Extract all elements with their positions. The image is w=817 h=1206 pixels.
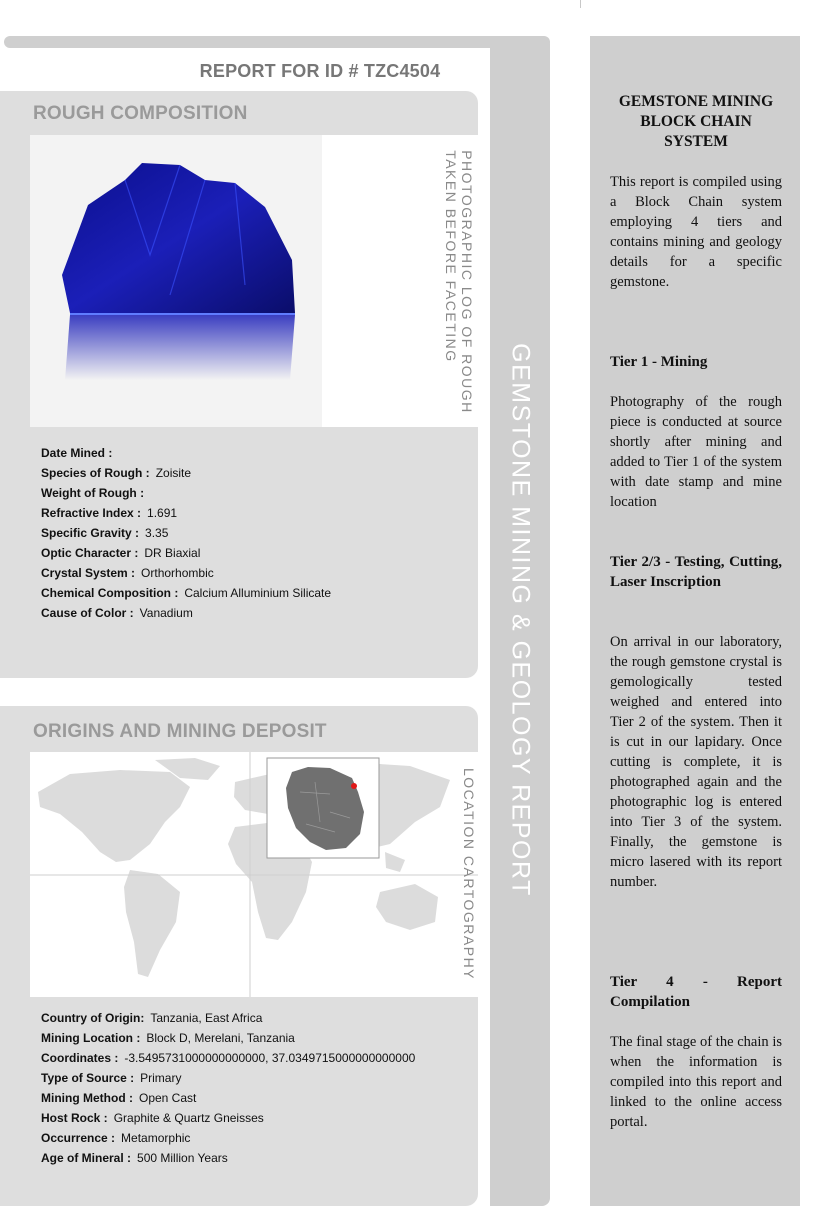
field-row-mining-location bbox=[41, 1028, 415, 1048]
origins-fields bbox=[41, 1008, 415, 1168]
tier1-heading: Tier 1 - Mining bbox=[610, 354, 708, 370]
field-label: Cause of Color : bbox=[41, 606, 134, 620]
field-value: DR Biaxial bbox=[144, 546, 201, 560]
field-row-refractive-index bbox=[41, 503, 331, 523]
field-label: Weight of Rough : bbox=[41, 486, 145, 500]
field-row-age-of-mineral bbox=[41, 1148, 415, 1168]
field-value: Primary bbox=[140, 1071, 182, 1085]
field-label: Mining Method : bbox=[41, 1091, 133, 1105]
field-row-weight bbox=[41, 483, 331, 503]
field-value: 500 Million Years bbox=[137, 1151, 228, 1165]
rough-photo-caption bbox=[443, 150, 475, 414]
field-value: Vanadium bbox=[139, 606, 193, 620]
rough-fields bbox=[41, 443, 331, 623]
rough-composition-title: ROUGH COMPOSITION bbox=[33, 103, 248, 124]
top-tick-mark bbox=[580, 0, 581, 8]
field-row-cause-of-color bbox=[41, 603, 331, 623]
vertical-report-title: GEMSTONE MINING & GEOLOGY REPORT bbox=[506, 343, 535, 897]
field-row-optic-character bbox=[41, 543, 331, 563]
field-value: Metamorphic bbox=[121, 1131, 191, 1145]
tier23-heading: Tier 2/3 - Testing, Cutting, Laser Inscription bbox=[610, 554, 782, 590]
field-row-host-rock bbox=[41, 1108, 415, 1128]
field-label: Country of Origin: bbox=[41, 1011, 145, 1025]
tier4-text: The final stage of the chain is when the information is compiled into this report and linked to the online access portal. bbox=[610, 1034, 782, 1130]
sidebar-intro: This report is compiled using a Block Chain system employing 4 tiers and contains mining and geology details for a specific gemstone. bbox=[610, 174, 782, 290]
tier1-text: Photography of the rough piece is conducted at source shortly after mining and added to Tier 1 of the system with date stamp and mine location bbox=[610, 394, 782, 510]
field-label: Coordinates : bbox=[41, 1051, 119, 1065]
field-value: Graphite & Quartz Gneisses bbox=[113, 1111, 264, 1125]
field-row-date-mined bbox=[41, 443, 331, 463]
rough-photo-frame bbox=[30, 135, 478, 427]
field-label: Refractive Index : bbox=[41, 506, 142, 520]
rough-photo-caption-line2: TAKEN BEFORE FACETING bbox=[443, 150, 459, 363]
field-row-mining-method bbox=[41, 1088, 415, 1108]
origins-title: ORIGINS AND MINING DEPOSIT bbox=[33, 721, 327, 742]
field-label: Host Rock : bbox=[41, 1111, 108, 1125]
field-row-specific-gravity bbox=[41, 523, 331, 543]
field-value: Tanzania, East Africa bbox=[150, 1011, 263, 1025]
field-label: Type of Source : bbox=[41, 1071, 135, 1085]
field-label: Optic Character : bbox=[41, 546, 139, 560]
field-value: 1.691 bbox=[147, 506, 178, 520]
tier4-heading: Tier 4 - Report Compilation bbox=[610, 974, 782, 1010]
field-label: Crystal System : bbox=[41, 566, 136, 580]
field-row-country bbox=[41, 1008, 415, 1028]
field-value: Orthorhombic bbox=[141, 566, 214, 580]
field-label: Species of Rough : bbox=[41, 466, 150, 480]
report-id: REPORT FOR ID # TZC4504 bbox=[199, 61, 441, 81]
field-label: Date Mined : bbox=[41, 446, 113, 460]
field-value: -3.5495731000000000000, 37.0349715000000000000 bbox=[124, 1051, 416, 1065]
field-label: Specific Gravity : bbox=[41, 526, 140, 540]
location-map-frame bbox=[30, 752, 478, 997]
field-row-coordinates bbox=[41, 1048, 415, 1068]
field-label: Age of Mineral : bbox=[41, 1151, 132, 1165]
field-label: Chemical Composition : bbox=[41, 586, 179, 600]
field-row-species bbox=[41, 463, 331, 483]
field-label: Occurrence : bbox=[41, 1131, 116, 1145]
field-row-chemical-composition bbox=[41, 583, 331, 603]
field-value: Calcium Alluminium Silicate bbox=[184, 586, 332, 600]
sidebar-title: GEMSTONE MINING BLOCK CHAIN SYSTEM bbox=[618, 93, 774, 150]
field-row-occurrence bbox=[41, 1128, 415, 1148]
rough-photo-caption-line1: PHOTOGRAPHIC LOG OF ROUGH bbox=[459, 150, 475, 414]
gem-rough-image bbox=[30, 135, 322, 427]
location-marker bbox=[351, 783, 357, 789]
tier23-text: On arrival in our laboratory, the rough gemstone crystal is gemologically tested weighed and entered into Tier 2 of the system. Then it is cut in our lapidary. Once cutting is complete, it is photographed again and the photographic log is entered into Tier 3 of the system. Finally, the gemstone is micro lasered with its report number. bbox=[610, 634, 782, 890]
rough-photo bbox=[30, 135, 322, 427]
field-value: Block D, Merelani, Tanzania bbox=[146, 1031, 295, 1045]
field-label: Mining Location : bbox=[41, 1031, 141, 1045]
field-value: 3.35 bbox=[145, 526, 169, 540]
field-row-crystal-system bbox=[41, 563, 331, 583]
map-caption: LOCATION CARTOGRAPHY bbox=[461, 767, 477, 981]
field-value: Open Cast bbox=[138, 1091, 197, 1105]
top-bar bbox=[4, 36, 550, 48]
field-row-type-of-source bbox=[41, 1068, 415, 1088]
world-map bbox=[30, 752, 478, 997]
field-value: Zoisite bbox=[155, 466, 192, 480]
